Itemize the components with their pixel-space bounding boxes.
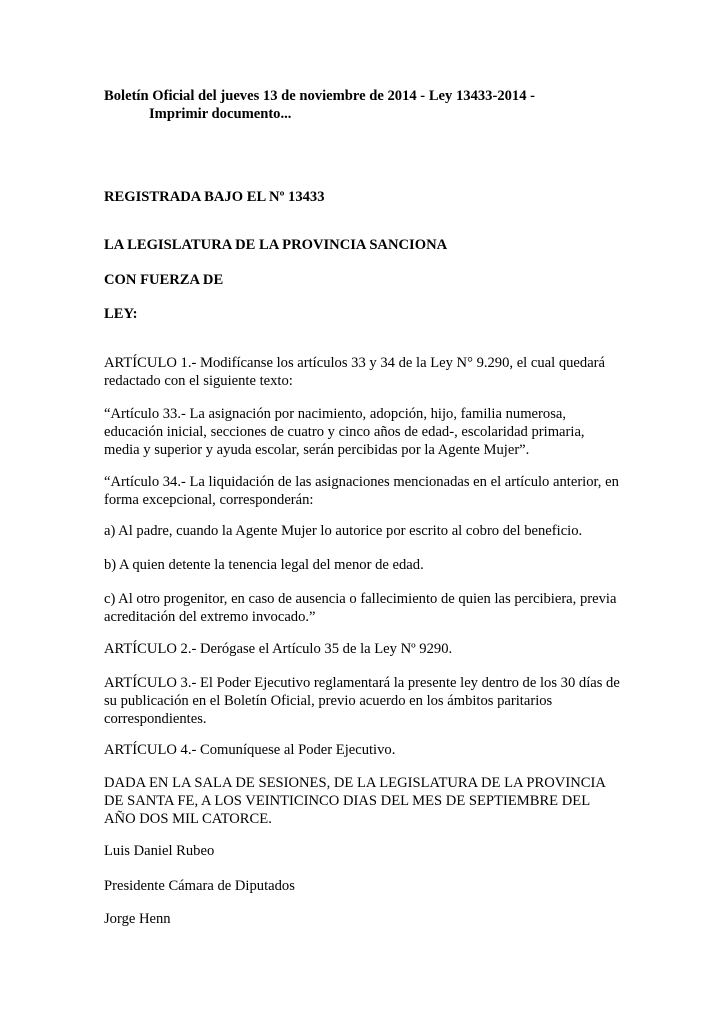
dada-line: AÑO DOS MIL CATORCE.	[104, 811, 272, 827]
signatory-name: Luis Daniel Rubeo	[104, 843, 215, 859]
registration-heading: REGISTRADA BAJO EL Nº 13433	[104, 189, 325, 205]
article-1-line: redactado con el siguiente texto:	[104, 373, 293, 389]
print-document-link[interactable]: Imprimir documento...	[149, 106, 292, 122]
item-c-line: acreditación del extremo invocado.”	[104, 609, 316, 625]
article-1-line: ARTÍCULO 1.- Modifícanse los artículos 33 y 34 de la Ley N° 9.290, el cual quedará	[104, 355, 606, 371]
article-34-line: “Artículo 34.- La liquidación de las asignaciones mencionadas en el artículo anterior, en	[104, 474, 619, 490]
article-33-line: educación inicial, secciones de cuatro y cinco años de edad-, escolaridad primaria,	[104, 424, 585, 440]
header-line: Boletín Oficial del jueves 13 de noviembre de 2014 - Ley 13433-2014 -	[104, 88, 536, 104]
item-c-line: c) Al otro progenitor, en caso de ausencia o fallecimiento de quien las percibiera, previa	[104, 591, 617, 607]
article-2: ARTÍCULO 2.- Derógase el Artículo 35 de la Ley Nº 9290.	[104, 641, 453, 657]
item-b: b) A quien detente la tenencia legal del menor de edad.	[104, 557, 424, 573]
item-a: a) Al padre, cuando la Agente Mujer lo autorice por escrito al cobro del beneficio.	[104, 523, 583, 539]
con-fuerza-heading: CON FUERZA DE	[104, 272, 224, 288]
legislature-heading: LA LEGISLATURA DE LA PROVINCIA SANCIONA	[104, 237, 448, 253]
article-4: ARTÍCULO 4.- Comuníquese al Poder Ejecutivo.	[104, 742, 396, 758]
signatory-name: Jorge Henn	[104, 911, 171, 927]
article-3-line: su publicación en el Boletín Oficial, previo acuerdo en los ámbitos paritarios	[104, 693, 553, 709]
dada-line: DADA EN LA SALA DE SESIONES, DE LA LEGISLATURA DE LA PROVINCIA	[104, 775, 606, 791]
article-34-line: forma excepcional, corresponderán:	[104, 492, 314, 508]
article-33-line: “Artículo 33.- La asignación por nacimiento, adopción, hijo, familia numerosa,	[104, 406, 566, 422]
ley-heading: LEY:	[104, 306, 138, 322]
article-33-line: media y superior y ayuda escolar, serán percibidas por la Agente Mujer”.	[104, 442, 530, 458]
article-3-line: ARTÍCULO 3.- El Poder Ejecutivo reglamentará la presente ley dentro de los 30 días de	[104, 675, 620, 691]
article-3-line: correspondientes.	[104, 711, 207, 727]
signatory-title: Presidente Cámara de Diputados	[104, 878, 295, 894]
dada-line: DE SANTA FE, A LOS VEINTICINCO DIAS DEL MES DE SEPTIEMBRE DEL	[104, 793, 591, 809]
